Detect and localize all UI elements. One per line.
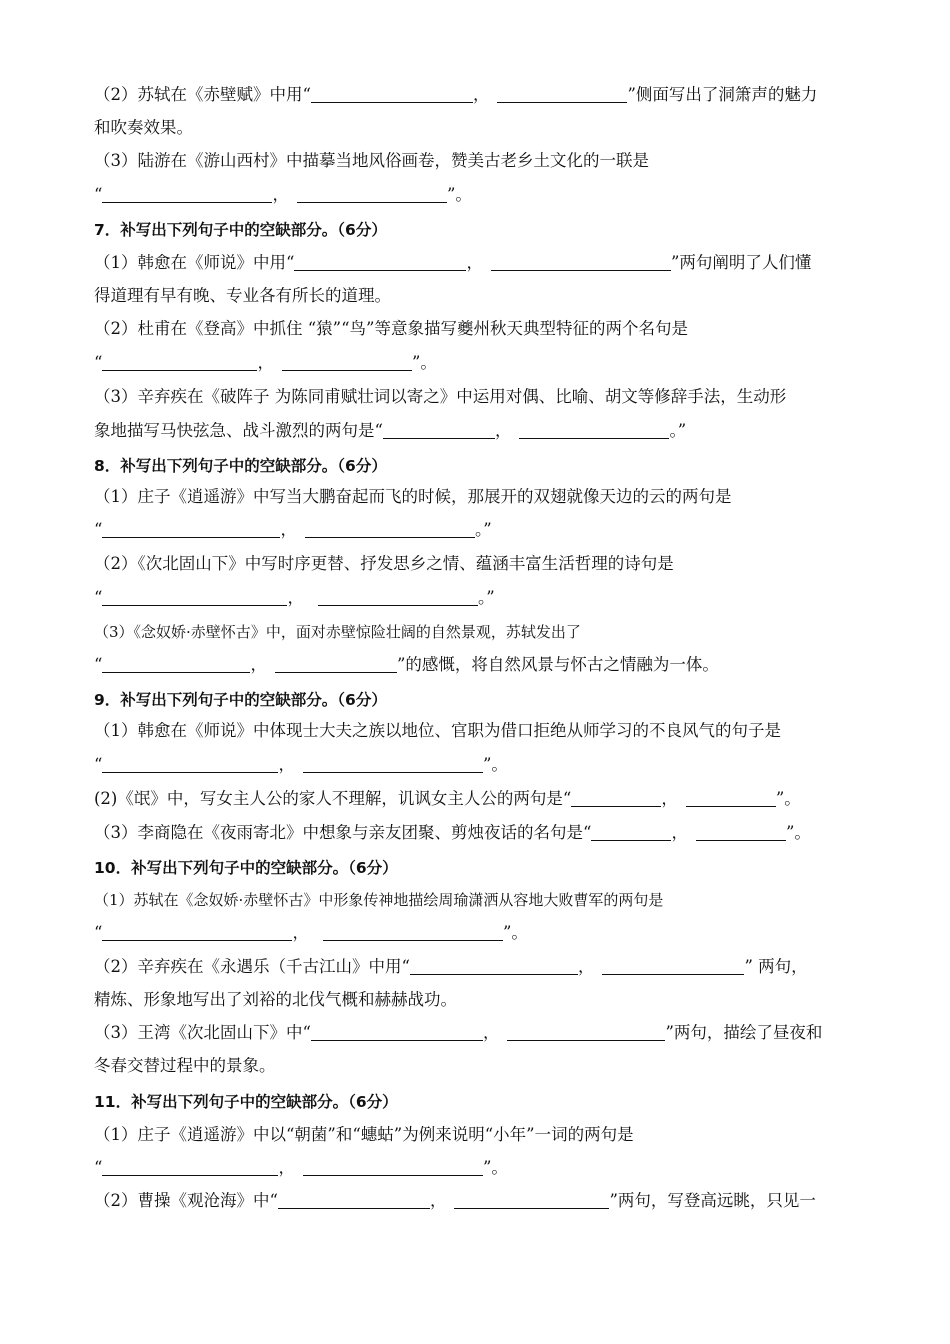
q11-item-1-line2: “ ， ”。 [94,1158,508,1177]
q7-item-3-line1: （3）辛弃疾在《破阵子 为陈同甫赋壮词以寄之》中运用对偶、比喻、胡文等修辞手法，生动形 [94,387,787,406]
q6-item-2-line2: 和吹奏效果。 [94,118,193,137]
answer-blank[interactable] [102,754,278,773]
answer-blank[interactable] [102,922,292,941]
answer-blank[interactable] [383,420,495,439]
q8-item-1-line2: “ ， 。” [94,520,492,539]
q6-item-3-line2: “ ， ”。 [94,185,472,204]
q11-title: 11．补写出下列句子中的空缺部分。（6分） [94,1093,398,1111]
answer-blank[interactable] [275,654,397,673]
answer-blank[interactable] [102,654,250,673]
answer-blank[interactable] [454,1190,609,1209]
q8-item-2-line2: “ ， 。” [94,588,495,607]
answer-blank[interactable] [305,519,475,538]
answer-blank[interactable] [278,1190,430,1209]
q8-item-1-line1: （1）庄子《逍遥游》中写当大鹏奋起而飞的时候，那展开的双翅就像天边的云的两句是 [94,487,732,506]
answer-blank[interactable] [686,788,776,807]
answer-blank[interactable] [311,84,473,103]
q10-item-1-line1: （1）苏轼在《念奴娇·赤壁怀古》中形象传神地描绘周瑜潇洒从容地大败曹军的两句是 [94,891,664,909]
q8-title: 8．补写出下列句子中的空缺部分。（6分） [94,457,387,475]
q10-item-3-line2: 冬春交替过程中的景象。 [94,1056,276,1075]
answer-blank[interactable] [591,822,671,841]
answer-blank[interactable] [102,352,257,371]
answer-blank[interactable] [102,184,272,203]
answer-blank[interactable] [294,252,466,271]
q9-item-3: （3）李商隐在《夜雨寄北》中想象与亲友团聚、剪烛夜话的名句是“ ， ”。 [94,823,811,842]
answer-blank[interactable] [497,84,627,103]
answer-blank[interactable] [102,519,280,538]
answer-blank[interactable] [102,1157,278,1176]
q9-item-2: (2)《氓》中，写女主人公的家人不理解，讥讽女主人公的两句是“ ， ”。 [94,789,801,808]
q7-item-2-line2: “ ， ”。 [94,353,437,372]
q11-item-2-line1: （2）曹操《观沧海》中“ ， ”两句，写登高远眺，只见一 [94,1191,816,1210]
q7-item-1-line1: （1）韩愈在《师说》中用“ ， ”两句阐明了人们懂 [94,253,812,272]
answer-blank[interactable] [519,420,669,439]
q11-item-1-line1: （1）庄子《逍遥游》中以“朝菌”和“蟪蛄”为例来说明“小年”一词的两句是 [94,1125,634,1144]
answer-blank[interactable] [602,956,744,975]
answer-blank[interactable] [297,184,447,203]
q9-item-1-line1: （1）韩愈在《师说》中体现士大夫之族以地位、官职为借口拒绝从师学习的不良风气的句子是 [94,721,781,740]
q9-item-1-line2: “ ， ”。 [94,755,508,774]
answer-blank[interactable] [571,788,661,807]
q10-item-2-line1: （2）辛弃疾在《永遇乐（千古江山》中用“ ， ” 两句， [94,957,808,976]
q6-item-3-line1: （3）陆游在《游山西村》中描摹当地风俗画卷，赞美古老乡土文化的一联是 [94,151,649,170]
q6-item-2-text: （2）苏轼在《赤壁赋》中用“ [94,85,311,104]
q10-item-1-line2: “ ， ”。 [94,923,528,942]
answer-blank[interactable] [282,352,412,371]
q8-item-3-line1: （3）《念奴娇·赤壁怀古》中，面对赤壁惊险壮阔的自然景观，苏轼发出了 [94,623,581,641]
q8-item-3-line2: “ ， ”的感慨，将自然风景与怀古之情融为一体。 [94,655,719,674]
q10-title: 10．补写出下列句子中的空缺部分。（6分） [94,859,398,877]
answer-blank[interactable] [507,1022,665,1041]
answer-blank[interactable] [303,754,483,773]
q6-item-2-line1: （2）苏轼在《赤壁赋》中用“ ， ”侧面写出了洞箫声的魅力 [94,85,818,104]
q8-item-2-line1: （2）《次北固山下》中写时序更替、抒发思乡之情、蕴涵丰富生活哲理的诗句是 [94,554,674,573]
q7-title: 7．补写出下列句子中的空缺部分。（6分） [94,221,387,239]
q10-item-3-line1: （3）王湾《次北固山下》中“ ， ”两句，描绘了昼夜和 [94,1023,823,1042]
q9-title: 9．补写出下列句子中的空缺部分。（6分） [94,691,387,709]
q7-item-2-line1: （2）杜甫在《登高》中抓住 “猿”“鸟”等意象描写夔州秋天典型特征的两个名句是 [94,319,688,338]
answer-blank[interactable] [696,822,786,841]
q10-item-2-line2: 精炼、形象地写出了刘裕的北伐气概和赫赫战功。 [94,990,457,1009]
q7-item-1-line2: 得道理有早有晚、专业各有所长的道理。 [94,286,391,305]
answer-blank[interactable] [102,587,287,606]
q7-item-3-line2: 象地描写马快弦急、战斗激烈的两句是“ ， 。” [94,421,687,440]
answer-blank[interactable] [410,956,578,975]
answer-blank[interactable] [311,1022,483,1041]
answer-blank[interactable] [303,1157,483,1176]
answer-blank[interactable] [323,922,503,941]
answer-blank[interactable] [318,587,478,606]
answer-blank[interactable] [491,252,671,271]
